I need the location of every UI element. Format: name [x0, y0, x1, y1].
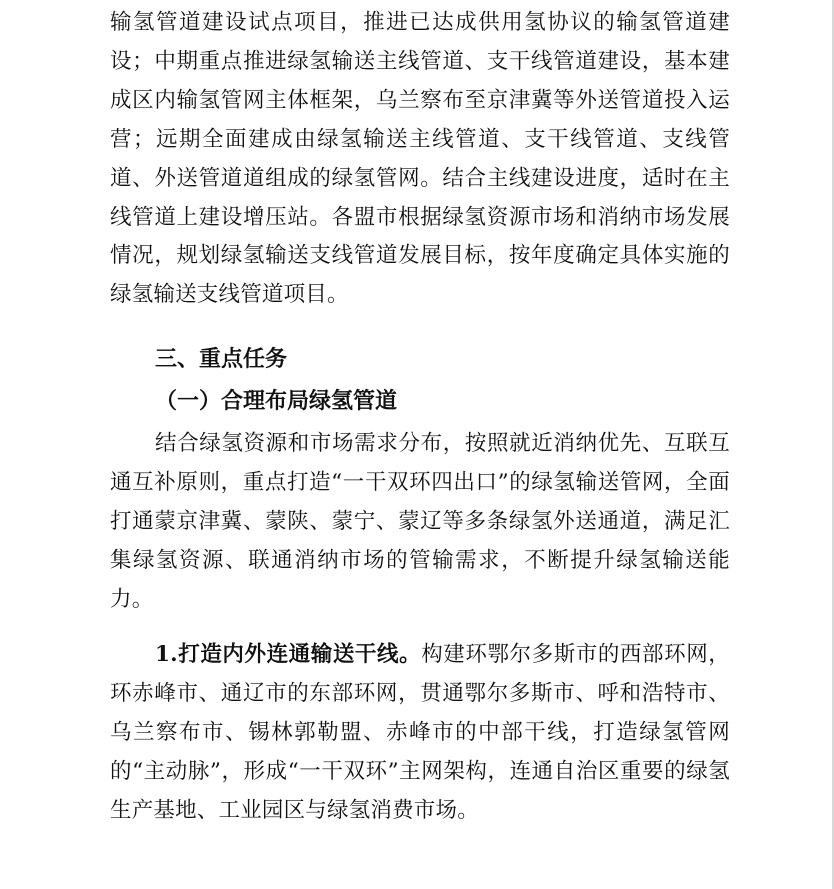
subsection-heading: （一）合理布局绿氢管道 [155, 388, 398, 414]
item-1-title: 1.打造内外连通输送干线。 [155, 642, 422, 667]
paragraph-item-1 [110, 636, 730, 831]
section-heading: 三、重点任务 [155, 346, 288, 372]
item-1-body: 构建环鄂尔多斯市的西部环网，环赤峰市、通辽市的东部环网，贯通鄂尔多斯市、呼和浩特市、乌兰察布市、锡林郭勒盟、赤峰市的中部干线，打造绿氢管网的“主动脉”，形成“一干双环”主网架构，连通自治区重要的绿氢生产基地、工业园区与绿氢消费市场。 [110, 642, 731, 823]
paragraph-network-layout: 结合绿氢资源和市场需求分布，按照就近消纳优先、互联互通互补原则，重点打造“一干双环四出口”的绿氢输送管网，全面打通蒙京津冀、蒙陕、蒙宁、蒙辽等多条绿氢外送通道，满足汇集绿氢资源、联通消纳市场的管输需求，不断提升绿氢输送能力。 [110, 431, 730, 612]
paragraph-pipeline-phases: 输氢管道建设试点项目，推进已达成供用氢协议的输氢管道建设；中期重点推进绿氢输送主线管道、支干线管道建设，基本建成区内输氢管网主体框架，乌兰察布至京津冀等外送管道投入运营；远期全面建成由绿氢输送主线管道、支干线管道、支线管道、外送管道道组成的绿氢管网。结合主线建设进度，适时在主线管道上建设增压站。各盟市根据绿氢资源市场和消纳市场发展情况，规划绿氢输送支线管道发展目标，按年度确定具体实施的绿氢输送支线管道项目。 [110, 10, 730, 308]
